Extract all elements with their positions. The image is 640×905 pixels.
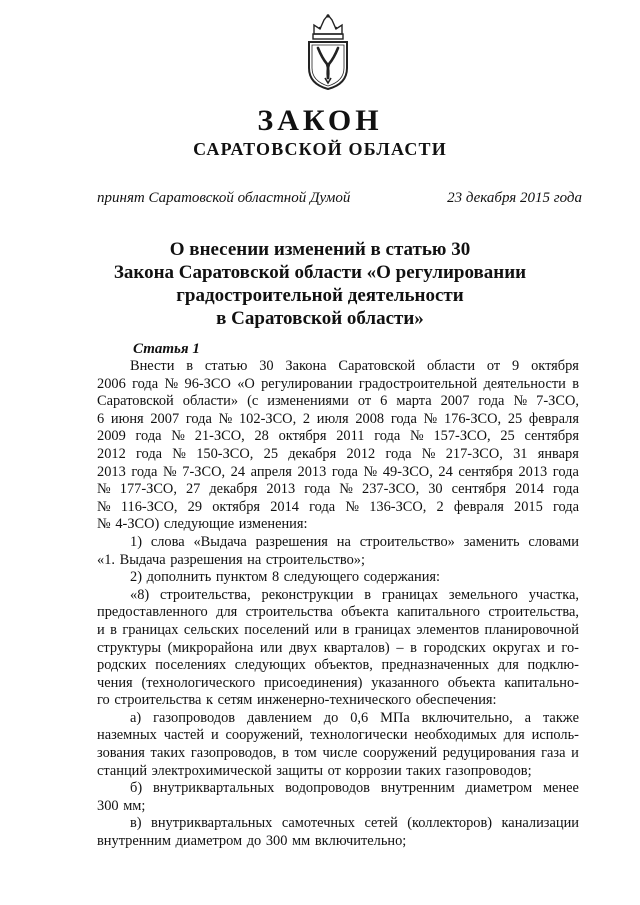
body-line (97, 692, 579, 710)
word: года (131, 463, 158, 480)
word: строительства (245, 604, 333, 621)
word: газопроводов (153, 709, 236, 726)
word: строительство» (359, 533, 455, 550)
word: канализации (501, 815, 579, 832)
word: защиты (276, 762, 324, 779)
word: 1) (130, 533, 142, 550)
body-line (97, 464, 579, 482)
word: технологически (310, 727, 408, 744)
word: 2013 (518, 463, 548, 480)
article-body (97, 358, 579, 851)
word: 176-ЗСО, (443, 410, 502, 427)
word: разрешения (255, 533, 328, 550)
word: границах (354, 621, 411, 638)
word: словами (528, 533, 579, 550)
word: 237-ЗСО, (362, 481, 420, 498)
word: 24 (438, 463, 453, 480)
word: капитально- (504, 674, 579, 691)
word: года (385, 445, 412, 462)
word: диаметром (465, 780, 533, 797)
word: июня (110, 410, 144, 427)
word: а) (130, 709, 142, 726)
word: электрохимической (151, 762, 272, 779)
word: сооружений (363, 745, 438, 762)
body-line (97, 657, 579, 675)
word: строительства (114, 692, 202, 709)
body-line (97, 516, 579, 534)
word: № (339, 481, 353, 498)
word: присоединения) (263, 674, 363, 691)
word: следующего (283, 569, 360, 586)
word: инженерно-технического (256, 692, 412, 709)
word: поселений (244, 621, 310, 638)
word: в) (130, 815, 142, 832)
word: газа (541, 745, 566, 762)
word: городских (423, 639, 486, 656)
word: Саратовской (97, 393, 174, 410)
word: двух (289, 639, 318, 656)
body-line (97, 745, 579, 763)
word: изменения: (238, 516, 308, 533)
word: декабря (209, 481, 258, 498)
word: го (97, 692, 110, 709)
word: «8) (130, 586, 150, 603)
word: 150-ЗСО, (196, 445, 254, 462)
word: и (547, 639, 555, 656)
word: мм (292, 833, 311, 850)
word: марта (396, 393, 432, 410)
word: 7-ЗСО, (182, 463, 226, 480)
word: января (537, 445, 579, 462)
word: 2015 (514, 498, 543, 515)
word: 96-ЗСО (184, 375, 231, 392)
word: также (542, 709, 579, 726)
heading-line: О внесении изменений в статью 30 (169, 239, 471, 260)
word: и (97, 621, 105, 638)
word: строительства, (488, 604, 579, 621)
word: внутриквартальных (151, 815, 273, 832)
word: 116-ЗСО, (120, 498, 178, 515)
word: (микрорайона (167, 639, 254, 656)
word: для (216, 604, 238, 621)
word: 29 (187, 498, 203, 515)
word: 28 (254, 428, 269, 445)
body-line (97, 798, 579, 816)
word: от (357, 393, 372, 410)
word: для (497, 657, 519, 674)
word: 157-ЗСО, (433, 428, 491, 445)
body-line (97, 727, 579, 745)
word: 177-ЗСО, (119, 481, 177, 498)
word: на (247, 551, 262, 568)
word: № (423, 410, 438, 427)
word: границах (122, 621, 179, 638)
word: 2007 (150, 410, 180, 427)
word: № (513, 393, 528, 410)
word: для (503, 727, 525, 744)
body-line (97, 640, 579, 658)
word: го- (561, 639, 579, 656)
word: водопроводов (285, 780, 370, 797)
word: газопроводов, (190, 745, 277, 762)
word: сетям (217, 692, 253, 709)
word: участка, (528, 586, 579, 603)
word: родских (97, 657, 147, 674)
word: структуры (97, 639, 162, 656)
body-line (97, 569, 579, 587)
word: Саратовской (338, 358, 416, 374)
body-line (97, 428, 579, 446)
word: строительство»; (265, 551, 365, 568)
body-line (97, 815, 579, 833)
article-title: Статья 1 (133, 341, 200, 357)
adopted-by: принят Саратовской областной Думой (97, 190, 351, 206)
word: 2014 (515, 481, 544, 498)
word: 2009 (97, 428, 126, 445)
word: сооружений, (225, 727, 304, 744)
word: октября (531, 358, 579, 374)
document-heading (0, 238, 640, 330)
word: пунктом (215, 569, 268, 586)
word: регулировании (261, 375, 353, 392)
word: заменить (463, 533, 520, 550)
word: года (552, 498, 579, 515)
word: самотечных (281, 815, 355, 832)
word: 6 (97, 410, 105, 427)
word: 21-ЗСО, (194, 428, 245, 445)
word: на (336, 533, 351, 550)
word: зования (97, 745, 145, 762)
word: капитального (397, 604, 480, 621)
word: частей (163, 727, 205, 744)
word: мм; (123, 797, 146, 814)
heading-line: в Саратовской области» (216, 308, 424, 329)
word: от (327, 762, 341, 779)
word: давлением (247, 709, 312, 726)
word: внутренним (380, 780, 455, 797)
word: в (364, 586, 372, 603)
word: сетей (364, 815, 398, 832)
word: области (426, 358, 476, 374)
word: газопроводов; (445, 762, 532, 779)
body-line (97, 622, 579, 640)
word: наземных (97, 727, 157, 744)
word: 30 (259, 358, 274, 374)
body-line (97, 552, 579, 570)
word: разрешения (170, 551, 243, 568)
body-line (97, 446, 579, 464)
word: строительства, (160, 586, 251, 603)
word: внутренним (97, 833, 171, 850)
word: кварталов) (323, 639, 390, 656)
word: года (390, 410, 417, 427)
word: редуцирования (442, 745, 536, 762)
word: а (524, 709, 532, 726)
word: содержания: (363, 569, 441, 586)
word: «1. (97, 551, 115, 568)
word: включительно; (314, 833, 407, 850)
word: земельного (448, 586, 518, 603)
body-line (97, 393, 579, 411)
body-line (97, 534, 579, 552)
word: б) (130, 780, 143, 797)
word: 136-ЗСО, (369, 498, 427, 515)
word: 8 (271, 569, 280, 586)
word: года (552, 463, 579, 480)
word: февраля (528, 410, 579, 427)
word: (с (247, 393, 259, 410)
word: включительно, (421, 709, 513, 726)
word: Выдача (119, 551, 166, 568)
word: 2013 (97, 463, 126, 480)
word: № (162, 463, 177, 480)
word: – (396, 639, 404, 656)
word: 0,6 (350, 709, 369, 726)
word: № (97, 481, 111, 498)
word: 2014 (270, 498, 299, 515)
word: поселениях (155, 657, 227, 674)
word: года (136, 445, 163, 462)
saratov-coat-of-arms-icon (305, 12, 351, 90)
word: предназначенных (381, 657, 490, 674)
word: до (246, 833, 262, 850)
word: от (486, 358, 501, 374)
word: февраля (453, 498, 504, 515)
word: статью (204, 358, 248, 374)
word: или (314, 621, 338, 638)
word: 2013 (297, 463, 327, 480)
word: в (572, 375, 579, 392)
word: в (410, 639, 417, 656)
word: в (342, 621, 350, 638)
heading-line: градостроительной деятельности (176, 285, 464, 306)
body-line (97, 763, 579, 781)
word: 2013 (266, 481, 296, 498)
word: сентября (524, 428, 579, 445)
word: 2012 (346, 445, 376, 462)
word: в (110, 621, 117, 638)
word: октября (278, 428, 327, 445)
word: чения (97, 674, 133, 691)
word: № (172, 445, 186, 462)
word: станций (97, 762, 148, 779)
word: 6 (380, 393, 388, 410)
word: до (323, 709, 339, 726)
body-line (97, 587, 579, 605)
word: года (304, 481, 331, 498)
word: № (97, 498, 111, 515)
word: МПа (380, 709, 410, 726)
body-line (97, 604, 579, 622)
word: или (259, 639, 283, 656)
word: 30 (428, 481, 443, 498)
body-line (97, 780, 579, 798)
word: года (185, 410, 212, 427)
word: необходимых (414, 727, 497, 744)
word: 102-ЗСО, (238, 410, 297, 427)
word: объекта (447, 674, 496, 691)
word: деятельности (483, 375, 566, 392)
body-line (97, 411, 579, 429)
word: Внести (130, 358, 175, 374)
word: № (421, 445, 436, 462)
word: в (282, 745, 289, 762)
word: 2006 (97, 375, 126, 392)
word: апреля (250, 463, 292, 480)
body-line (97, 376, 579, 394)
word: изменениями (267, 393, 349, 410)
word: сентября (458, 463, 513, 480)
word: коррозии (345, 762, 402, 779)
word: (технологического (141, 674, 256, 691)
word: таких (150, 745, 186, 762)
word: 27 (185, 481, 201, 498)
word: года (331, 463, 358, 480)
word: элементов (416, 621, 480, 638)
word: дополнить (146, 569, 212, 586)
word: округах (492, 639, 541, 656)
word: обеспечения: (415, 692, 497, 709)
word: года (132, 375, 159, 392)
word: № (345, 498, 360, 515)
word: № (171, 428, 186, 445)
word: 2008 (355, 410, 385, 427)
word: диаметром (175, 833, 243, 850)
word: 7-ЗСО, (536, 393, 579, 410)
word: 2 (436, 498, 444, 515)
word: внутриквартальных (152, 780, 275, 797)
law-title: ЗАКОН (257, 104, 383, 137)
word: таких (406, 762, 442, 779)
adoption-date: 23 декабря 2015 года (447, 190, 582, 206)
word: 217-ЗСО, (445, 445, 503, 462)
word: следующие (163, 516, 235, 533)
word: в (186, 358, 194, 374)
word: области» (182, 393, 239, 410)
word: 4-ЗСО) (115, 516, 160, 533)
word: № (164, 375, 179, 392)
word: 2) (130, 569, 142, 586)
word: исполь- (531, 727, 579, 744)
word: том (294, 745, 317, 762)
word: декабря (288, 445, 337, 462)
word: 31 (513, 445, 528, 462)
word: подклю- (527, 657, 579, 674)
word: года (309, 498, 336, 515)
word: сентября (451, 481, 507, 498)
word: (коллекторов) (407, 815, 493, 832)
word: 300 (97, 797, 119, 814)
word: слова (150, 533, 185, 550)
word: года (478, 393, 505, 410)
heading-line: Закона Саратовской области «О регулировании (113, 262, 527, 283)
word: № (97, 516, 111, 533)
word: года (552, 481, 579, 498)
word: № (409, 428, 424, 445)
word: «Выдача (193, 533, 247, 550)
region-name: САРАТОВСКОЙ ОБЛАСТИ (193, 139, 447, 159)
body-line (97, 499, 579, 517)
word: июля (316, 410, 349, 427)
word: предоставленного (97, 604, 208, 621)
word: указанного (371, 674, 439, 691)
word: и (210, 727, 219, 744)
word: 300 (265, 833, 288, 850)
word: 9 (512, 358, 520, 374)
word: «О (237, 375, 255, 392)
word: 49-ЗСО, (382, 463, 433, 480)
word: 2007 (440, 393, 470, 410)
word: 2 (302, 410, 311, 427)
word: № (218, 410, 233, 427)
word: реконструкции (261, 586, 354, 603)
word: объектов, (314, 657, 373, 674)
body-line (97, 358, 579, 376)
word: к (205, 692, 213, 709)
body-line (97, 675, 579, 693)
word: сельских (183, 621, 239, 638)
body-line (97, 710, 579, 728)
word: 25 (500, 428, 515, 445)
word: 24 (230, 463, 246, 480)
word: объекта (341, 604, 389, 621)
word: № (363, 463, 378, 480)
word: 2012 (97, 445, 126, 462)
body-line (97, 481, 579, 499)
word: градостроительной (358, 375, 478, 392)
word: года (374, 428, 401, 445)
body-line (97, 833, 579, 851)
word: года (135, 428, 162, 445)
word: 25 (507, 410, 523, 427)
word: 2011 (336, 428, 365, 445)
word: планировочной (484, 621, 579, 638)
word: числе (322, 745, 358, 762)
word: 25 (263, 445, 279, 462)
word: границах (381, 586, 439, 603)
word: и (571, 745, 579, 762)
word: Закона (285, 358, 327, 374)
word: менее (542, 780, 579, 797)
word: следующих (234, 657, 306, 674)
word: октября (212, 498, 261, 515)
